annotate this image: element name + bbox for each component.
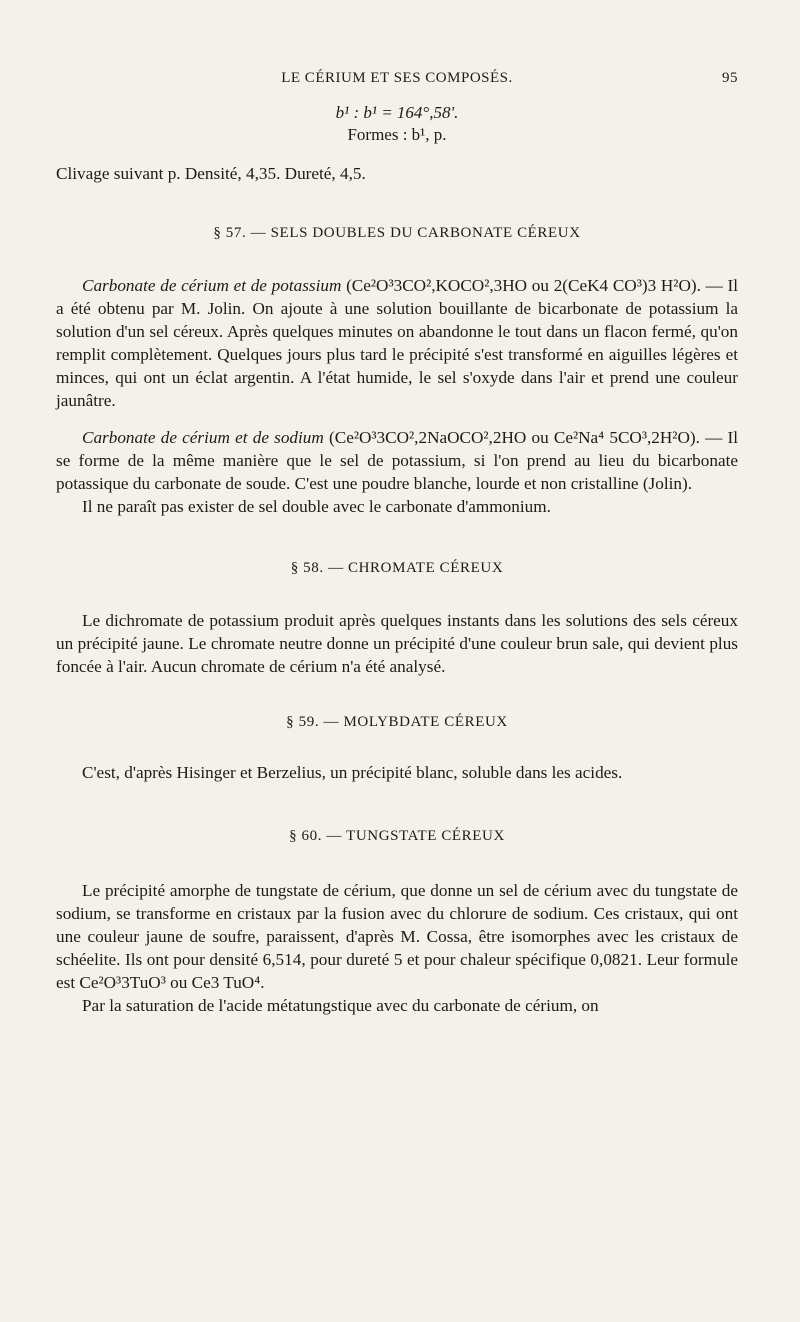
section-57-title: § 57. — SELS DOUBLES DU CARBONATE CÉREUX: [213, 225, 581, 241]
section-58-title: § 58. — CHROMATE CÉREUX: [290, 560, 504, 576]
paragraph-body: (Ce²O³3CO²,2NaOCO²,2HO ou Ce²Na⁴ 5CO³,2H²O). — Il se forme de la même manière que le sel de potassium, si l'on prend au lieu du bicarbonate potassique du carbonate de soude. C'est une poudre blanche, lourde et non cristalline (Jolin).: [56, 428, 738, 493]
paragraph-carbonate-sodium: [56, 426, 738, 495]
paragraph-ammonium: Il ne paraît pas exister de sel double avec le carbonate d'ammonium.: [82, 497, 551, 516]
clivage-paragraph: Clivage suivant p. Densité, 4,35. Dureté, 4,5.: [56, 164, 366, 183]
page-number: 95: [722, 70, 738, 86]
paragraph-metatungstique: Par la saturation de l'acide métatungstique avec du carbonate de cérium, on: [82, 996, 599, 1015]
paragraph-body: (Ce²O³3CO²,KOCO²,3HO ou 2(CeK4 CO³)3 H²O). — Il a été obtenu par M. Jolin. On ajoute à une solution bouillante de bicarbonate de potassium la solution d'un sel céreux. Après quelques minutes on abandonne le tout dans un flacon fermé, qu'on remplit complètement. Quelques jours plus tard le précipité s'est transformé en aiguilles légères et minces, qui ont un éclat argentin. A l'état humide, le sel s'oxyde dans l'air et prend une couleur jaunâtre.: [56, 276, 738, 410]
paragraph-chromate: Le dichromate de potassium produit après quelques instants dans les solutions des sels céreux un précipité jaune. Le chromate neutre donne un précipité d'une couleur brun sale, qui devient plus foncée à l'air. Aucun chromate de cérium n'a été analysé.: [56, 611, 738, 676]
section-60-title: § 60. — TUNGSTATE CÉREUX: [289, 828, 505, 844]
paragraph-carbonate-potassium: [56, 274, 738, 412]
formes-line: Formes : b¹, p.: [347, 125, 447, 144]
paragraph-tungstate: Le précipité amorphe de tungstate de cérium, que donne un sel de cérium avec du tungstate de sodium, se transforme en cristaux par la fusion avec du chlorure de sodium. Ces cristaux, qui ont une couleur jaune de soufre, paraissent, d'après M. Cossa, être isomorphes avec les cristaux de schéelite. Ils ont pour densité 6,514, pour dureté 5 et pour chaleur spécifique 0,0821. Leur formule est Ce²O³3TuO³ ou Ce3 TuO⁴.: [56, 881, 738, 992]
paragraph-molybdate: C'est, d'après Hisinger et Berzelius, un précipité blanc, soluble dans les acides.: [82, 763, 623, 782]
running-title: LE CÉRIUM ET SES COMPOSÉS.: [281, 70, 513, 86]
paragraph-lead: Carbonate de cérium et de sodium: [82, 428, 324, 447]
running-head: [56, 70, 738, 90]
angle-line: b¹ : b¹ = 164°,58'.: [335, 103, 459, 122]
paragraph-lead: Carbonate de cérium et de potassium: [82, 276, 342, 295]
section-59-title: § 59. — MOLYBDATE CÉREUX: [286, 714, 508, 730]
